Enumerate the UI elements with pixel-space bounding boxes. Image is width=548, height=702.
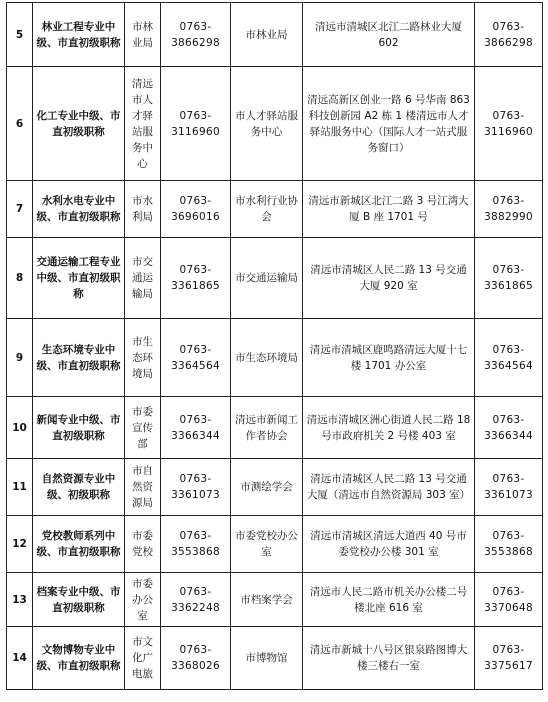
title-cell: 水利水电专业中级、市直初级职称: [33, 181, 125, 238]
contact-table: [6, 2, 543, 690]
row-number: 6: [7, 67, 33, 181]
phone-cell: 0763-3361073: [161, 459, 231, 516]
unit-cell: 市档案学会: [231, 573, 303, 627]
phone-cell-2: 0763-3361073: [475, 459, 543, 516]
phone-cell-2: 0763-3364564: [475, 319, 543, 397]
table-row: [7, 181, 543, 238]
unit-cell: 市博物馆: [231, 627, 303, 690]
address-cell: 清远市清城区北江二路林业大厦 602: [303, 3, 475, 67]
title-cell: 文物博物专业中级、市直初级职称: [33, 627, 125, 690]
department-cell: 市委办公室: [125, 573, 161, 627]
title-cell: 新闻专业中级、市直初级职称: [33, 397, 125, 459]
address-cell: 清远市新城十八号区银泉路图博大楼三楼右一室: [303, 627, 475, 690]
table-row: [7, 397, 543, 459]
address-cell: 清远市清城区清远大道西 40 号市委党校办公楼 301 室: [303, 516, 475, 573]
phone-cell: 0763-3361865: [161, 238, 231, 319]
table-row: [7, 459, 543, 516]
phone-cell-2: 0763-3866298: [475, 3, 543, 67]
row-number: 7: [7, 181, 33, 238]
table-row: [7, 573, 543, 627]
table-row: [7, 238, 543, 319]
table-row: [7, 627, 543, 690]
phone-cell: 0763-3366344: [161, 397, 231, 459]
row-number: 13: [7, 573, 33, 627]
row-number: 10: [7, 397, 33, 459]
unit-cell: 市生态环境局: [231, 319, 303, 397]
unit-cell: 市测绘学会: [231, 459, 303, 516]
phone-cell: 0763-3364564: [161, 319, 231, 397]
department-cell: 市林业局: [125, 3, 161, 67]
table-row: [7, 319, 543, 397]
department-cell: 市交通运输局: [125, 238, 161, 319]
phone-cell-2: 0763-3361865: [475, 238, 543, 319]
department-cell: 市生态环境局: [125, 319, 161, 397]
title-cell: 自然资源专业中级、初级职称: [33, 459, 125, 516]
title-cell: 党校教师系列中级、市直初级职称: [33, 516, 125, 573]
row-number: 8: [7, 238, 33, 319]
phone-cell: 0763-3866298: [161, 3, 231, 67]
row-number: 14: [7, 627, 33, 690]
unit-cell: 市水利行业协会: [231, 181, 303, 238]
phone-cell-2: 0763-3882990: [475, 181, 543, 238]
table-body: [7, 3, 543, 690]
phone-cell: 0763-3553868: [161, 516, 231, 573]
phone-cell-2: 0763-3553868: [475, 516, 543, 573]
address-cell: 清远高新区创业一路 6 号华南 863 科技创新园 A2 栋 1 楼清远市人才驿站服务中心（国际人才一站式服务窗口）: [303, 67, 475, 181]
title-cell: 交通运输工程专业中级、市直初级职称: [33, 238, 125, 319]
phone-cell: 0763-3696016: [161, 181, 231, 238]
department-cell: 市水利局: [125, 181, 161, 238]
address-cell: 清远市新城区北江二路 3 号江湾大厦 B 座 1701 号: [303, 181, 475, 238]
title-cell: 林业工程专业中级、市直初级职称: [33, 3, 125, 67]
phone-cell: 0763-3362248: [161, 573, 231, 627]
phone-cell-2: 0763-3375617: [475, 627, 543, 690]
unit-cell: 市林业局: [231, 3, 303, 67]
address-cell: 清远市清城区洲心街道人民二路 18 号市政府机关 2 号楼 403 室: [303, 397, 475, 459]
department-cell: 市委党校: [125, 516, 161, 573]
phone-cell-2: 0763-3116960: [475, 67, 543, 181]
row-number: 9: [7, 319, 33, 397]
table-row: [7, 516, 543, 573]
row-number: 5: [7, 3, 33, 67]
phone-cell: 0763-3116960: [161, 67, 231, 181]
unit-cell: 清远市新闻工作者协会: [231, 397, 303, 459]
department-cell: 清远市人才驿站服务中心: [125, 67, 161, 181]
address-cell: 清远市清城区人民二路 13 号交通大厦（清远市自然资源局 303 室）: [303, 459, 475, 516]
row-number: 11: [7, 459, 33, 516]
title-cell: 化工专业中级、市直初级职称: [33, 67, 125, 181]
phone-cell: 0763-3368026: [161, 627, 231, 690]
table-row: [7, 3, 543, 67]
title-cell: 档案专业中级、市直初级职称: [33, 573, 125, 627]
title-cell: 生态环境专业中级、市直初级职称: [33, 319, 125, 397]
row-number: 12: [7, 516, 33, 573]
phone-cell-2: 0763-3370648: [475, 573, 543, 627]
address-cell: 清远市清城区鹿鸣路清远大厦十七楼 1701 办公室: [303, 319, 475, 397]
department-cell: 市自然资源局: [125, 459, 161, 516]
address-cell: 清远市清城区人民二路 13 号交通大厦 920 室: [303, 238, 475, 319]
unit-cell: 市人才驿站服务中心: [231, 67, 303, 181]
unit-cell: 市委党校办公室: [231, 516, 303, 573]
department-cell: 市文化广电旅: [125, 627, 161, 690]
table-row: [7, 67, 543, 181]
phone-cell-2: 0763-3366344: [475, 397, 543, 459]
unit-cell: 市交通运输局: [231, 238, 303, 319]
address-cell: 清远市人民二路市机关办公楼二号楼北座 616 室: [303, 573, 475, 627]
department-cell: 市委宣传部: [125, 397, 161, 459]
